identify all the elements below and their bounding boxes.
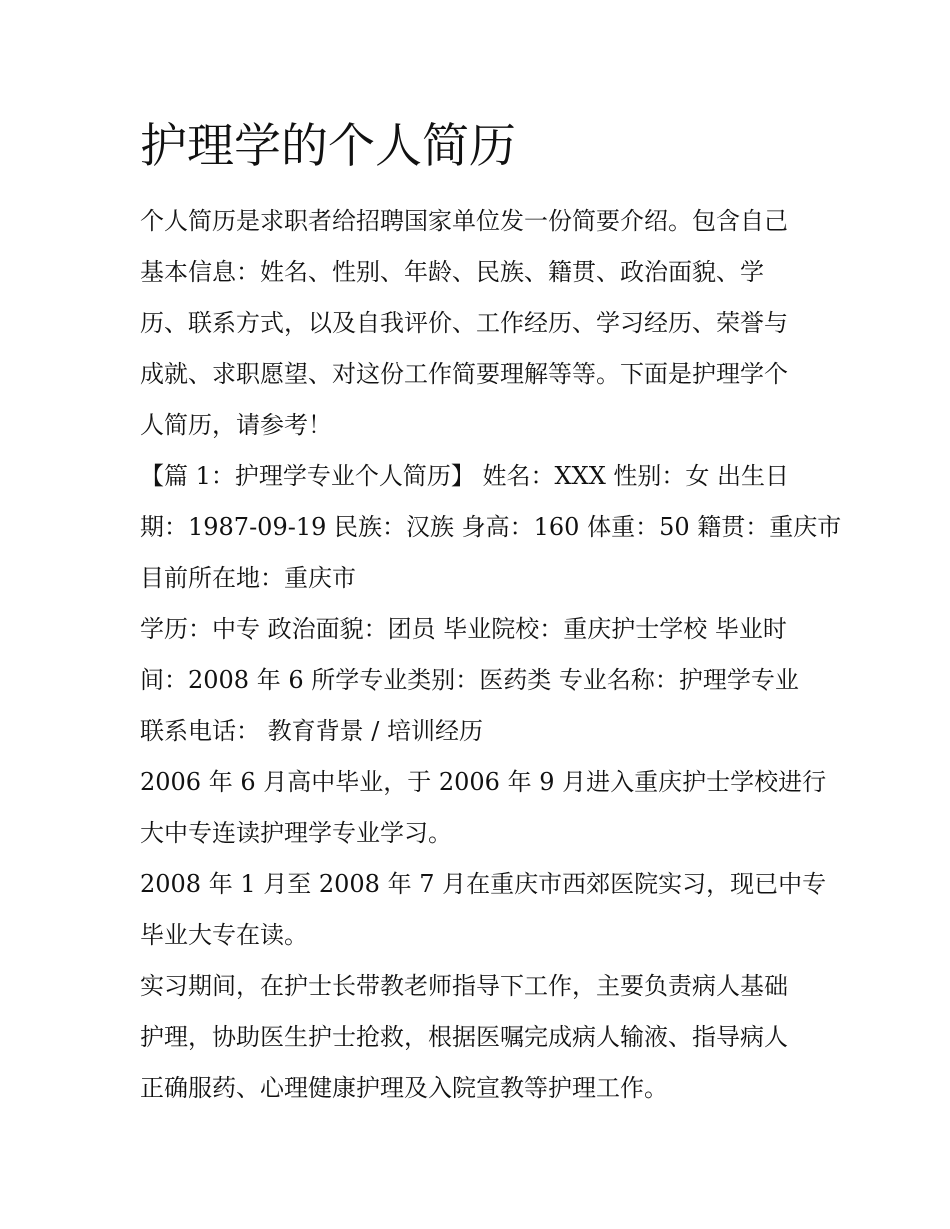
- paragraph-line: 毕业大专在读。: [140, 921, 308, 949]
- paragraph-line: 学历：中专 政治面貌：团员 毕业院校：重庆护士学校 毕业时: [140, 615, 787, 643]
- paragraph-line: 历、联系方式，以及自我评价、工作经历、学习经历、荣誉与: [140, 309, 788, 337]
- paragraph-line: 联系电话： 教育背景 / 培训经历: [140, 717, 483, 745]
- paragraph-line: 成就、求职愿望、对这份工作简要理解等等。下面是护理学个: [140, 360, 788, 388]
- paragraph-line: 正确服药、心理健康护理及入院宣教等护理工作。: [140, 1074, 668, 1102]
- paragraph-line: 个人简历是求职者给招聘国家单位发一份简要介绍。包含自己: [140, 207, 788, 235]
- paragraph-line: 【篇 1：护理学专业个人简历】 姓名：XXX 性别：女 出生日: [140, 462, 790, 490]
- paragraph-line: 实习期间，在护士长带教老师指导下工作，主要负责病人基础: [140, 972, 788, 1000]
- paragraph-line: 基本信息：姓名、性别、年龄、民族、籍贯、政治面貌、学: [140, 258, 764, 286]
- paragraph-line: 期：1987-09-19 民族：汉族 身高：160 体重：50 籍贯：重庆市: [140, 513, 842, 541]
- paragraph-line: 目前所在地：重庆市: [140, 564, 356, 592]
- page-title: 护理学的个人简历: [140, 119, 516, 174]
- paragraph-line: 2006 年 6 月高中毕业，于 2006 年 9 月进入重庆护士学校进行: [140, 768, 827, 796]
- paragraph-line: 人简历，请参考！: [140, 411, 332, 439]
- paragraph-line: 护理，协助医生护士抢救，根据医嘱完成病人输液、指导病人: [140, 1023, 788, 1051]
- paragraph-line: 2008 年 1 月至 2008 年 7 月在重庆市西郊医院实习，现已中专: [140, 870, 827, 898]
- paragraph-line: 大中专连读护理学专业学习。: [140, 819, 452, 847]
- paragraph-line: 间：2008 年 6 所学专业类别：医药类 专业名称：护理学专业: [140, 666, 799, 694]
